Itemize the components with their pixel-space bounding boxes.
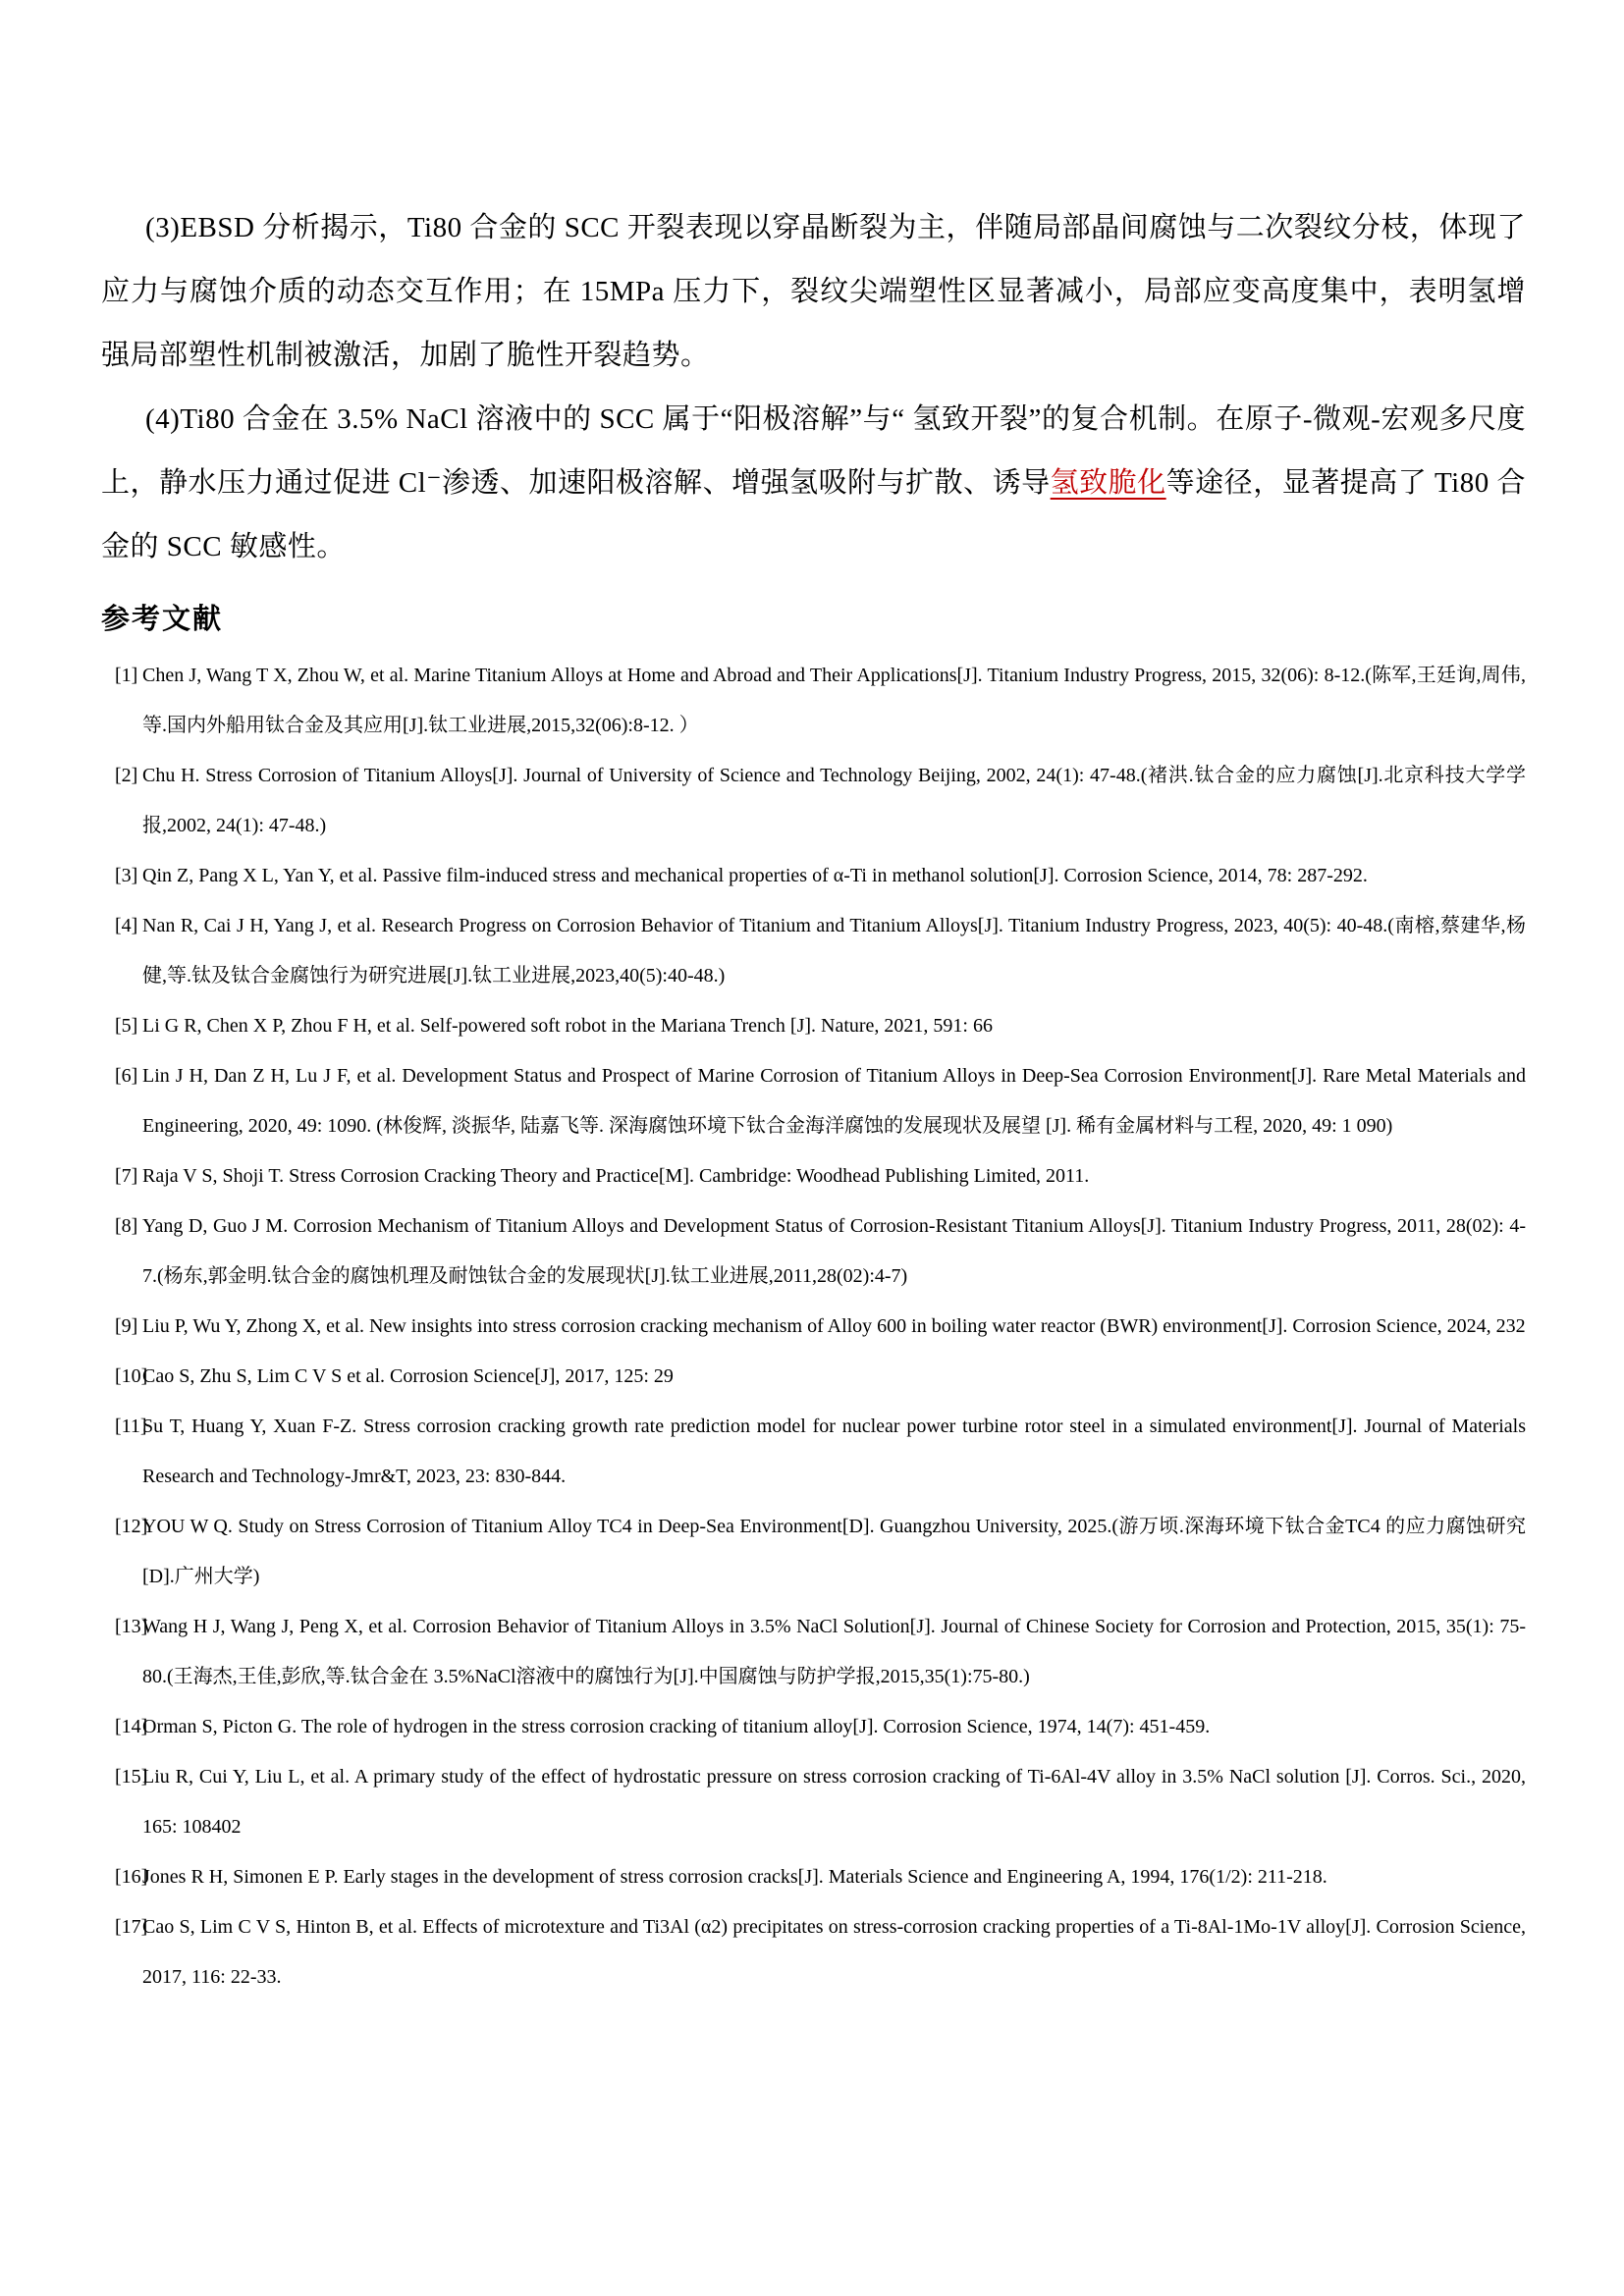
reference-item-16 [101, 1852, 1526, 1902]
reference-number: [8] [115, 1215, 138, 1237]
reference-number: [7] [115, 1165, 138, 1187]
references-heading: 参考文献 [101, 604, 224, 635]
reference-number: [3] [115, 865, 138, 886]
reference-item-7 [101, 1151, 1526, 1201]
reference-text: Liu R, Cui Y, Liu L, et al. A primary study of the effect of hydrostatic pressure on stress corrosion cracking of Ti-6Al-4V alloy in 3.5% NaCl solution [J]. Corros. Sci., 2020, 165: 108402 [142, 1766, 1526, 1838]
reference-item-6 [101, 1051, 1526, 1151]
reference-item-8 [101, 1201, 1526, 1302]
reference-number: [10] [115, 1365, 148, 1387]
reference-number: [6] [115, 1065, 138, 1087]
reference-text: Jones R H, Simonen E P. Early stages in the development of stress corrosion cracks[J]. Materials Science and Engineering A, 1994, 176(1/2): 211-218. [142, 1866, 1327, 1888]
reference-text: Wang H J, Wang J, Peng X, et al. Corrosion Behavior of Titanium Alloys in 3.5% NaCl Solution[J]. Journal of Chinese Society for Corrosion and Protection, 2015, 35(1): 75-80.(王海杰,王佳,彭欣,等.钛合金在 3.5%NaCl溶液中的腐蚀行为[J].中国腐蚀与防护学报,2015,35(1):75-80.) [142, 1616, 1526, 1687]
reference-text: Qin Z, Pang X L, Yan Y, et al. Passive film-induced stress and mechanical properties of α-Ti in methanol solution[J]. Corrosion Science, 2014, 78: 287-292. [142, 865, 1368, 886]
reference-text: YOU W Q. Study on Stress Corrosion of Titanium Alloy TC4 in Deep-Sea Environment[D]. Guangzhou University, 2025.(游万顷.深海环境下钛合金TC4 的应力腐蚀研究[D].广州大学) [142, 1516, 1526, 1587]
reference-text: Lin J H, Dan Z H, Lu J F, et al. Development Status and Prospect of Marine Corrosion of Titanium Alloys in Deep-Sea Corrosion Environment[J]. Rare Metal Materials and Engineering, 2020, 49: 1090. (林俊辉, 淡振华, 陆嘉飞等. 深海腐蚀环境下钛合金海洋腐蚀的发展现状及展望 [J]. 稀有金属材料与工程, 2020, 49: 1 090) [142, 1065, 1526, 1137]
reference-item-2 [101, 751, 1526, 851]
reference-text: Li G R, Chen X P, Zhou F H, et al. Self-powered soft robot in the Mariana Trench [J]. Nature, 2021, 591: 66 [142, 1015, 993, 1037]
reference-text: Liu P, Wu Y, Zhong X, et al. New insights into stress corrosion cracking mechanism of Alloy 600 in boiling water reactor (BWR) environment[J]. Corrosion Science, 2024, 232 [142, 1315, 1526, 1337]
reference-item-14 [101, 1702, 1526, 1752]
reference-item-12 [101, 1502, 1526, 1602]
reference-item-4 [101, 901, 1526, 1001]
reference-item-11 [101, 1402, 1526, 1502]
reference-number: [1] [115, 665, 138, 686]
reference-number: [5] [115, 1015, 138, 1037]
reference-text: Nan R, Cai J H, Yang J, et al. Research Progress on Corrosion Behavior of Titanium and Titanium Alloys[J]. Titanium Industry Progress, 2023, 40(5): 40-48.(南榕,蔡建华,杨健,等.钛及钛合金腐蚀行为研究进展[J].钛工业进展,2023,40(5):40-48.) [142, 915, 1526, 987]
paragraph-ebsd-text: (3)EBSD 分析揭示，Ti80 合金的 SCC 开裂表现以穿晶断裂为主，伴随局部晶间腐蚀与二次裂纹分枝，体现了应力与腐蚀介质的动态交互作用；在 15MPa 压力下，裂纹尖端塑性区显著减小，局部应变高度集中，表明氢增强局部塑性机制被激活，加剧了脆性开裂趋势。 [101, 212, 1526, 371]
reference-number: [9] [115, 1315, 138, 1337]
reference-text: Chu H. Stress Corrosion of Titanium Alloys[J]. Journal of University of Science and Technology Beijing, 2002, 24(1): 47-48.(褚洪.钛合金的应力腐蚀[J].北京科技大学学报,2002, 24(1): 47-48.) [142, 765, 1526, 836]
reference-item-17 [101, 1902, 1526, 2002]
reference-item-10 [101, 1352, 1526, 1402]
reference-item-5 [101, 1001, 1526, 1051]
references-list [101, 651, 1526, 2002]
reference-text: Cao S, Zhu S, Lim C V S et al. Corrosion Science[J], 2017, 125: 29 [142, 1365, 674, 1387]
reference-item-13 [101, 1602, 1526, 1702]
paragraph-scc-text-pre: (4)Ti80 合金在 3.5% NaCl 溶液中的 SCC 属于“阳极溶解”与“ 氢致开裂”的复合机制。在原子-微观-宏观多尺度上，静水压力通过促进 Cl⁻渗透、加速阳极溶解、增强氢吸附与扩散、诱导 [101, 403, 1526, 499]
reference-item-1 [101, 651, 1526, 751]
reference-number: [12] [115, 1516, 148, 1537]
reference-text: Orman S, Picton G. The role of hydrogen in the stress corrosion cracking of titanium alloy[J]. Corrosion Science, 1974, 14(7): 451-459. [142, 1716, 1211, 1737]
reference-number: [13] [115, 1616, 148, 1637]
reference-number: [15] [115, 1766, 148, 1788]
paragraph-ebsd-conclusion [101, 196, 1526, 388]
reference-number: [16] [115, 1866, 148, 1888]
highlighted-term-hydrogen-embrittlement: 氢致脆化 [1050, 467, 1166, 499]
reference-text: Cao S, Lim C V S, Hinton B, et al. Effects of microtexture and Ti3Al (α2) precipitates on stress-corrosion cracking properties of a Ti-8Al-1Mo-1V alloy[J]. Corrosion Science, 2017, 116: 22-33. [142, 1916, 1526, 1988]
reference-item-15 [101, 1752, 1526, 1852]
reference-text: Raja V S, Shoji T. Stress Corrosion Cracking Theory and Practice[M]. Cambridge: Woodhead Publishing Limited, 2011. [142, 1165, 1090, 1187]
reference-text: Chen J, Wang T X, Zhou W, et al. Marine Titanium Alloys at Home and Abroad and Their Applications[J]. Titanium Industry Progress, 2015, 32(06): 8-12.(陈军,王廷询,周伟,等.国内外船用钛合金及其应用[J].钛工业进展,2015,32(06):8-12. ） [142, 665, 1526, 736]
reference-number: [14] [115, 1716, 148, 1737]
reference-number: [2] [115, 765, 138, 786]
reference-item-9 [101, 1302, 1526, 1352]
paragraph-scc-mechanism [101, 388, 1526, 579]
reference-number: [11] [115, 1415, 147, 1437]
reference-number: [17] [115, 1916, 148, 1938]
paragraph-scc-text-post: 等途径，显著提高了 Ti80 合金的 SCC 敏感性。 [101, 467, 1526, 562]
reference-number: [4] [115, 915, 138, 936]
reference-text: Su T, Huang Y, Xuan F-Z. Stress corrosion cracking growth rate prediction model for nuclear power turbine rotor steel in a simulated environment[J]. Journal of Materials Research and Technology-Jmr&T, 2023, 23: 830-844. [142, 1415, 1526, 1487]
reference-text: Yang D, Guo J M. Corrosion Mechanism of Titanium Alloys and Development Status of Corrosion-Resistant Titanium Alloys[J]. Titanium Industry Progress, 2011, 28(02): 4-7.(杨东,郭金明.钛合金的腐蚀机理及耐蚀钛合金的发展现状[J].钛工业进展,2011,28(02):4-7) [142, 1215, 1526, 1287]
reference-item-3 [101, 851, 1526, 901]
